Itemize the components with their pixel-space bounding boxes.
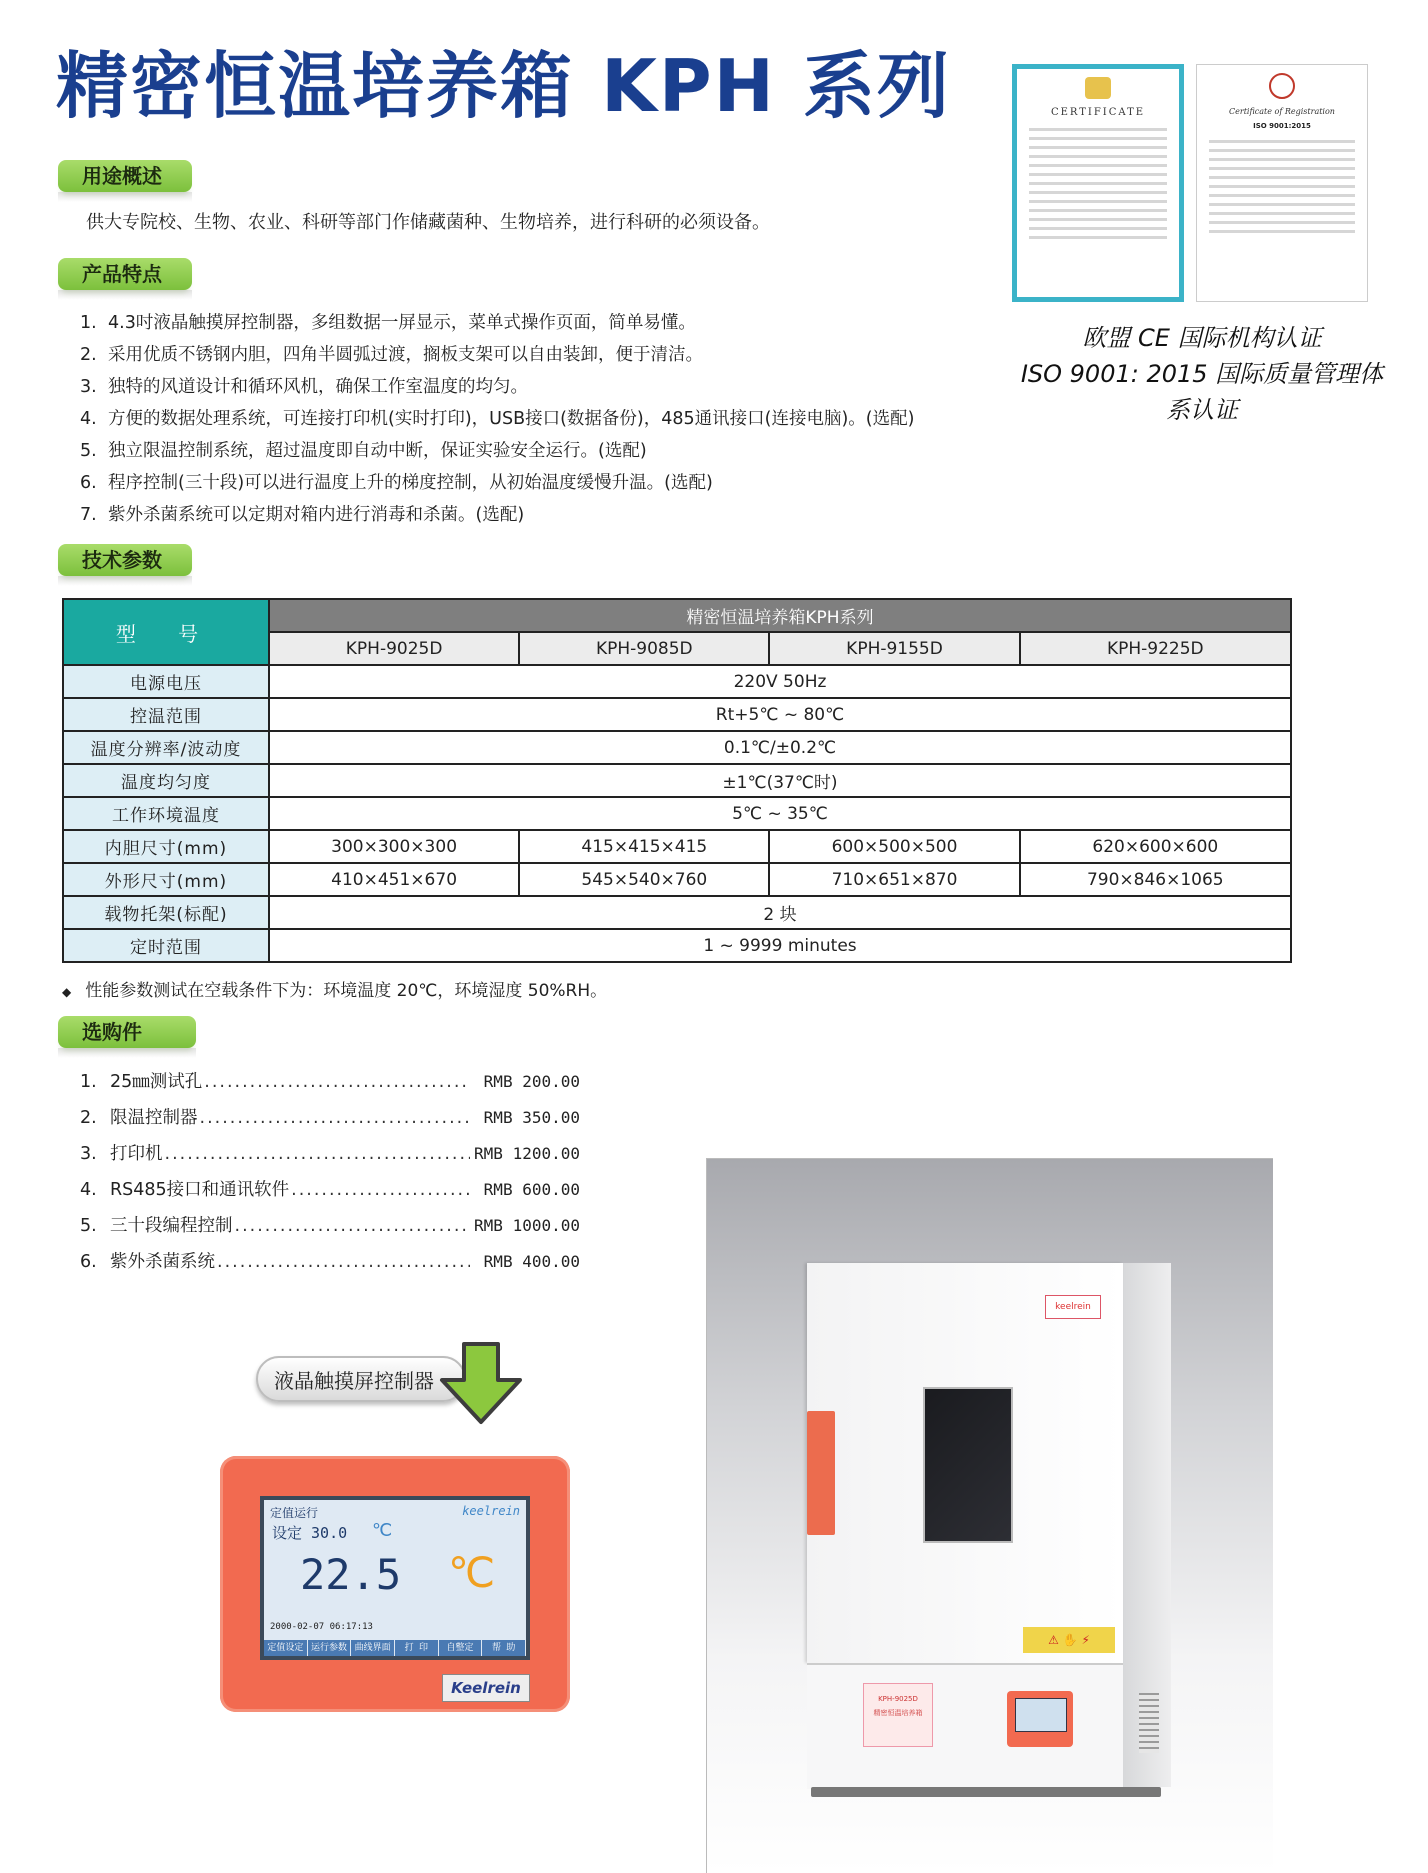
down-arrow-icon: [436, 1340, 526, 1426]
section-tab-features: 产品特点: [58, 258, 192, 290]
certificate-caption: 欧盟 CE 国际机构认证 ISO 9001: 2015 国际质量管理体系认证: [1020, 324, 1384, 424]
footnote: ◆ 性能参数测试在空载条件下为：环境温度 20℃，环境湿度 50%RH。: [62, 981, 608, 1001]
cabinet-control-panel: [1007, 1691, 1073, 1747]
feature-item: 3. 独特的风道设计和循环风机，确保工作室温度的均匀。: [80, 377, 528, 397]
cabinet-window: [923, 1387, 1013, 1543]
option-item: 1. 25㎜测试孔 ..... RMB 200.00: [80, 1064, 580, 1100]
controller-screen: 定值运行 keelrein 设定 30.0 ℃ 22.5 ℃ 2000-02-07 06:17:13 定值设定 运行参数 曲线界面 打 印 自整定 帮 助: [260, 1496, 530, 1660]
model-name: KPH-9225D: [1020, 632, 1291, 665]
option-item: 5. 三十段编程控制 ..... RMB 1000.00: [80, 1208, 580, 1244]
features-list: [80, 307, 914, 531]
feature-item: 6. 程序控制(三十段)可以进行温度上升的梯度控制，从初始温度缓慢升温。(选配): [80, 473, 713, 493]
table-row: 工作环境温度 5℃ ~ 35℃: [63, 797, 1291, 830]
keelrein-logo: Keelrein: [442, 1674, 530, 1702]
feature-item: 5. 独立限温控制系统，超过温度即自动中断，保证实验安全运行。(选配): [80, 441, 647, 461]
option-item: 6. 紫外杀菌系统 ..... RMB 400.00: [80, 1244, 580, 1280]
model-name: KPH-9085D: [519, 632, 769, 665]
model-name: KPH-9025D: [269, 632, 519, 665]
model-name: KPH-9155D: [769, 632, 1019, 665]
feature-item: 2. 采用优质不锈钢内胆，四角半圆弧过渡，搁板支架可以自由装卸，便于清洁。: [80, 345, 703, 365]
series-header: 精密恒温培养箱KPH系列: [269, 599, 1291, 632]
section-tab-specs: 技术参数: [58, 544, 192, 576]
options-list: [80, 1064, 580, 1280]
controller-image: [220, 1456, 570, 1712]
tqcsi-seal-icon: [1269, 73, 1295, 99]
option-item: 4. RS485接口和通讯软件 ..... RMB 600.00: [80, 1172, 580, 1208]
usage-text: 供大专院校、生物、农业、科研等部门作储藏菌种、生物培养，进行科研的必须设备。: [86, 212, 770, 233]
page-title: 精密恒温培养箱 KPH 系列: [56, 44, 951, 128]
vent-grille: [1139, 1693, 1159, 1753]
warning-icon: ⚠ ✋ ⚡: [1023, 1627, 1115, 1653]
door-handle: [807, 1411, 835, 1535]
iso-certificate-image: Certificate of Registration ISO 9001:2015: [1196, 64, 1368, 302]
spec-table: [62, 598, 1292, 963]
ce-certificate-image: CERTIFICATE: [1012, 64, 1184, 302]
option-item: 2. 限温控制器 ..... RMB 350.00: [80, 1100, 580, 1136]
option-item: 3. 打印机 ..... RMB 1200.00: [80, 1136, 580, 1172]
feature-item: 4. 方便的数据处理系统，可连接打印机(实时打印)，USB接口(数据备份)，485通讯接口(连接电脑)。(选配): [80, 409, 915, 429]
section-tab-options: 选购件: [58, 1016, 196, 1048]
table-row: 外形尺寸(mm) 410×451×670 545×540×760 710×651×870 790×846×1065: [63, 863, 1291, 896]
bullet-icon: ◆: [62, 985, 72, 999]
udem-seal-icon: [1085, 77, 1111, 99]
product-photo: [706, 1158, 1273, 1873]
cabinet-feet: [811, 1787, 1161, 1797]
table-row: 温度分辨率/波动度 0.1℃/±0.2℃: [63, 731, 1291, 764]
controller-label: 液晶触摸屏控制器: [256, 1356, 466, 1402]
cabinet-base: [807, 1663, 1123, 1789]
cabinet-logo: keelrein: [1045, 1295, 1101, 1319]
feature-item: 1. 4.3吋液晶触摸屏控制器，多组数据一屏显示，菜单式操作页面，简单易懂。: [80, 313, 696, 333]
feature-item: 7. 紫外杀菌系统可以定期对箱内进行消毒和杀菌。(选配): [80, 505, 525, 525]
name-plate: KPH-9025D 精密恒温培养箱: [863, 1683, 933, 1747]
table-row: 内胆尺寸(mm) 300×300×300 415×415×415 600×500×500 620×600×600: [63, 830, 1291, 863]
model-label: 型 号: [63, 599, 269, 665]
table-row: 电源电压 220V 50Hz: [63, 665, 1291, 698]
table-row: 温度均匀度 ±1℃(37℃时): [63, 764, 1291, 797]
table-row: 载物托架(标配) 2 块: [63, 896, 1291, 929]
table-row: 控温范围 Rt+5℃ ~ 80℃: [63, 698, 1291, 731]
certificates: [1012, 64, 1384, 304]
section-tab-usage: 用途概述: [58, 160, 192, 192]
table-row: 定时范围 1 ~ 9999 minutes: [63, 929, 1291, 962]
